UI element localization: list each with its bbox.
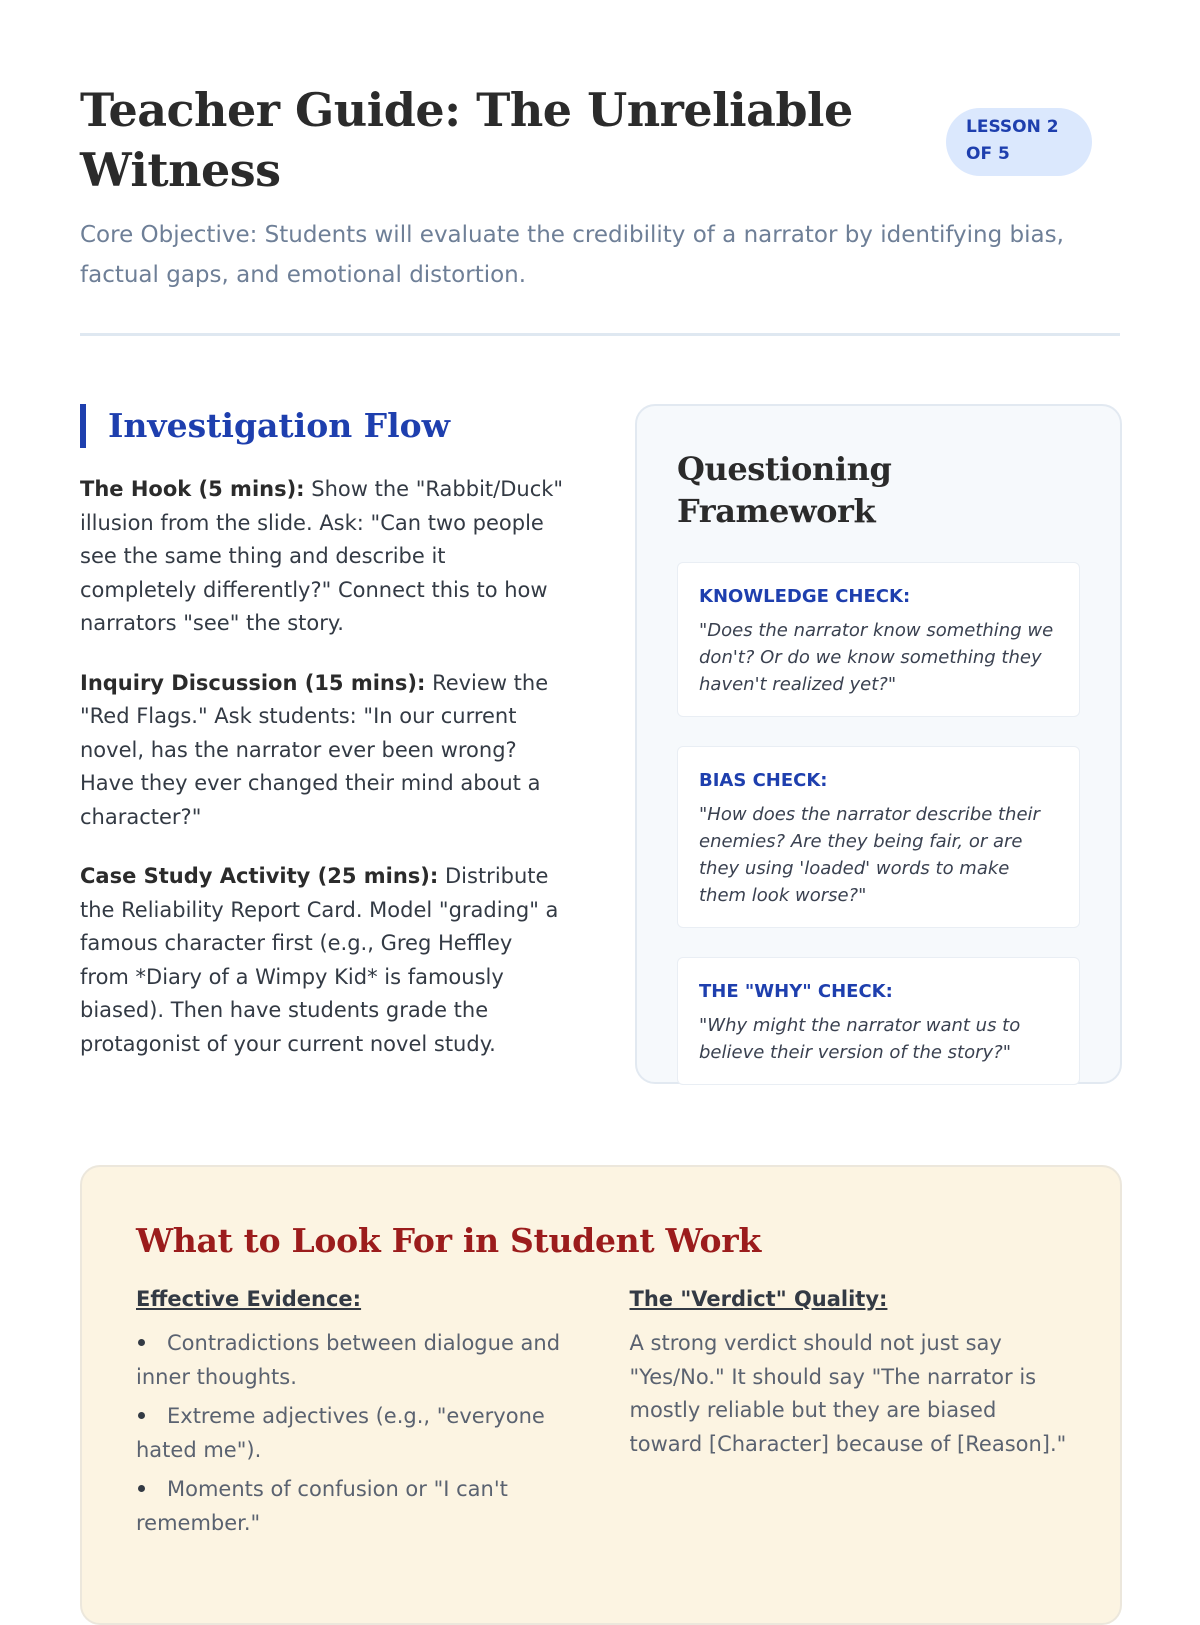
verdict-text: A strong verdict should not just say "Yes/No." It should say "The narrator is mostly reliable but they are biased toward [Character] because of [Reason]." <box>629 1331 1067 1456</box>
question-card-why <box>677 957 1080 1085</box>
flow-step-label: Case Study Activity (25 mins): <box>80 864 439 888</box>
flow-step-text: Review the "Red Flags." Ask students: "In our current novel, has the narrator ever been wrong? Have they ever changed their mind about a character?" <box>80 670 549 829</box>
investigation-flow-heading: Investigation Flow <box>80 404 565 448</box>
lesson-badge: LESSON 2 OF 5 <box>946 108 1092 176</box>
evidence-heading: Effective Evidence: <box>136 1287 362 1311</box>
verdict-column <box>630 1285 1069 1546</box>
verdict-heading: The "Verdict" Quality: <box>629 1287 888 1311</box>
bullet-icon <box>138 1485 145 1492</box>
flow-step-hook <box>80 473 565 641</box>
header-divider <box>80 333 1120 336</box>
question-card-text: "How does the narrator describe their enemies? Are they being fair, or are they using 'loaded' words to make them look worse?" <box>699 804 1040 906</box>
core-objective: Core Objective: Students will evaluate the credibility of a narrator by identifying bias, factual gaps, and emotional distortion. <box>80 222 1064 288</box>
list-item <box>136 1327 575 1394</box>
question-card-knowledge <box>677 562 1080 717</box>
flow-step-text: Show the "Rabbit/Duck" illusion from the slide. Ask: "Can two people see the same thing and describe it completely differently?" Connect this to how narrators "see" the story. <box>80 477 564 635</box>
evidence-item-text: Moments of confusion or "I can't remember." <box>136 1477 508 1535</box>
evidence-column <box>136 1285 575 1546</box>
question-card-text: "Why might the narrator want us to believe their version of the story?" <box>699 1015 1021 1063</box>
evidence-item-text: Extreme adjectives (e.g., "everyone hated me"). <box>136 1404 545 1462</box>
question-card-bias <box>677 746 1080 928</box>
student-work-criteria <box>80 1165 1122 1625</box>
list-item <box>136 1400 575 1467</box>
flow-step-case-study <box>80 860 565 1061</box>
criteria-columns <box>136 1285 1068 1546</box>
bullet-icon <box>138 1412 145 1419</box>
evidence-list <box>136 1327 575 1540</box>
list-item <box>136 1473 575 1540</box>
question-card-label: BIAS CHECK: <box>699 770 828 791</box>
questioning-framework-heading: Questioning Framework <box>677 450 892 530</box>
flow-step-label: The Hook (5 mins): <box>80 477 305 501</box>
investigation-flow <box>80 404 565 1087</box>
questioning-framework <box>635 404 1122 1084</box>
question-card-text: "Does the narrator know something we don't? Or do we know something they haven't realized yet?" <box>699 620 1054 695</box>
evidence-item-text: Contradictions between dialogue and inner thoughts. <box>136 1331 561 1389</box>
flow-step-inquiry <box>80 667 565 835</box>
bullet-icon <box>138 1339 145 1346</box>
question-card-label: THE "WHY" CHECK: <box>699 981 893 1002</box>
question-card-label: KNOWLEDGE CHECK: <box>699 586 911 607</box>
flow-step-text: Distribute the Reliability Report Card. Model "grading" a famous character first (e.g., Greg Heffley from *Diary of a Wimpy Kid* is famously biased). Then have students grade the protagonist of your current novel study. <box>80 864 559 1056</box>
flow-step-label: Inquiry Discussion (15 mins): <box>80 670 426 695</box>
page-title: Teacher Guide: The Unreliable Witness <box>80 83 853 197</box>
student-work-heading: What to Look For in Student Work <box>136 1221 761 1260</box>
page-header <box>80 80 1120 295</box>
